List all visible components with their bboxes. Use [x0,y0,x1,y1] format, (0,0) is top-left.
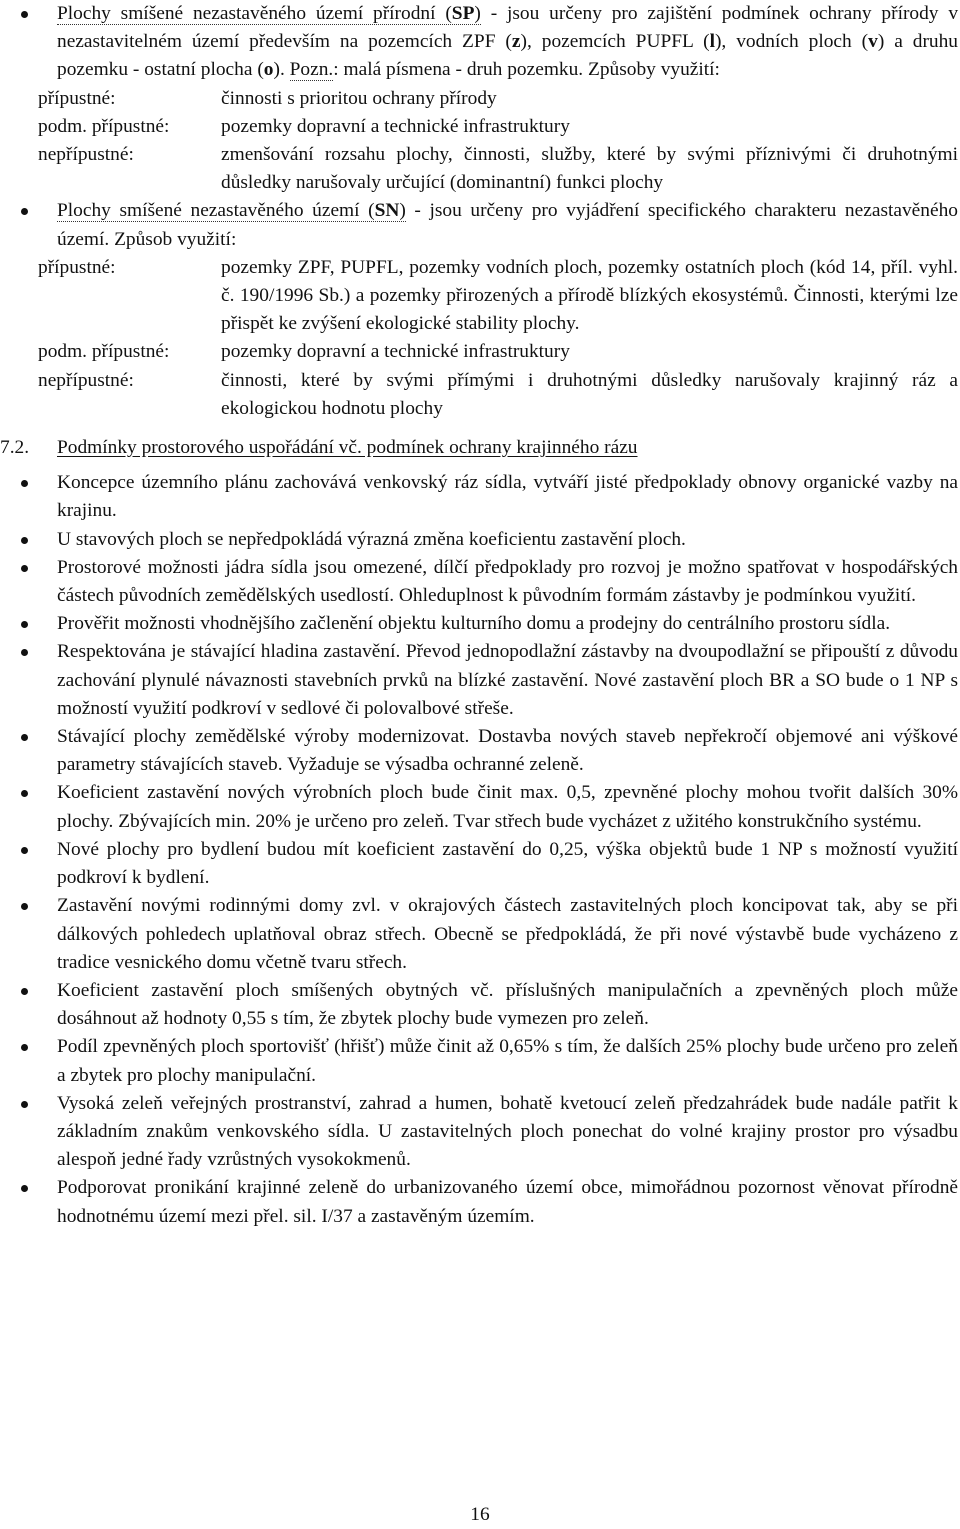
land-use-list [0,0,960,85]
list-item: U stavových ploch se nepředpokládá výrazná změna koeficientu zastavění ploch. [0,526,960,554]
usage-row: nepřípustné: činnosti, které by svými přímými i druhotnými důsledky narušovaly krajinný ráz a ekologickou hodnotu plochy [38,369,958,419]
list-item: Vysoká zeleň veřejných prostranství, zahrad a humen, bohatě kvetoucí zeleň předzahrádek bude nadále patřit k základním znakům venkovského sídla. U zastavitelných ploch ponechat do volné krajiny prostor pro výsadbu alespoň jedné řady vzrůstných vysokokmenů. [0,1090,960,1175]
section-heading [0,434,960,462]
list-item: Stávající plochy zemědělské výroby modernizovat. Dostavba nových staveb nepřekročí objemové ani výškové parametry stávajících staveb. Vyžaduje se výsadba ochranné zeleně. [0,723,960,779]
land-use-list-sn [0,197,960,253]
list-item: Koeficient zastavění ploch smíšených obytných vč. příslušných manipulačních a zpevněných ploch může dosáhnout až hodnoty 0,55 s tím, že zbytek plochy bude vymezen pro zeleň. [0,977,960,1033]
list-item: Koncepce územního plánu zachovává venkovský ráz sídla, vytváří jisté předpoklady obnovy organické vazby na krajinu. [0,469,960,525]
sn-usage-table [0,254,960,423]
list-item: Koeficient zastavění nových výrobních ploch bude činit max. 0,5, zpevněné plochy mohou tvořit dalších 30% plochy. Zbývajících min. 20% je určeno pro zeleň. Tvar střech bude vycházet z užitého konstrukčního systému. [0,779,960,835]
page-number: 16 [470,1504,490,1525]
list-item: Zastavění novými rodinnými domy zvl. v okrajových částech zastavitelných ploch koncipovat tak, aby se při dálkových pohledech uplatňoval obraz střech. Obecně se předpokládá, že při nové výstavbě bude vycházeno z tradice vesnického domu včetně tvaru střech. [0,892,960,977]
section-title: Podmínky prostorového uspořádání vč. podmínek ochrany krajinného rázu [57,437,638,459]
list-item: Nové plochy pro bydlení budou mít koeficient zastavění do 0,25, výška objektů bude 1 NP s možností využití podkroví k bydlení. [0,836,960,892]
list-item: Respektována je stávající hladina zastavění. Převod jednopodlažní zástavby na dvoupodlažní se připouští z důvodu zachování plynulé návaznosti stavebních prvků na blízké zastavění. Nové zastavění ploch BR a SO bude o 1 NP s možností využití podkroví v sedlové či polovalbové střeše. [0,638,960,723]
usage-row: podm. přípustné: pozemky dopravní a technické infrastruktury [38,341,570,363]
usage-row: nepřípustné: zmenšování rozsahu plochy, činnosti, služby, které by svými příznivými či druhotnými důsledky narušovaly určující (dominantní) funkci plochy [38,144,958,194]
list-item: Podporovat pronikání krajinné zeleně do urbanizovaného území obce, mimořádnou pozornost věnovat přírodně hodnotnému území mezi přel. sil. I/37 a zastavěným územím. [0,1174,960,1230]
sn-label-term: Plochy smíšené nezastavěného území (SN) [57,200,406,222]
list-item-sn: Plochy smíšené nezastavěného území (SN) - jsou určeny pro vyjádření specifického charakteru nezastavěného území. Způsob využití: [0,197,960,253]
sp-usage-table [0,85,960,198]
list-item-sp: Plochy smíšené nezastavěného území přírodní (SP) - jsou určeny pro zajištění podmínek ochrany přírody v nezastavitelném území především na pozemcích ZPF (z), pozemcích PUPFL (l), vodních ploch (v) a druhu pozemku - ostatní plocha (o). Pozn.: malá písmena - druh pozemku. Způsoby využití: [0,0,960,85]
usage-row: přípustné: pozemky ZPF, PUPFL, pozemky vodních ploch, pozemky ostatních ploch (kód 14, příl. vyhl. č. 190/1996 Sb.) a pozemky přirozených a přírodě blízkých ekosystémů. Činnosti, kterými lze přispět ke zvýšení ekologické stability plochy. [38,256,958,335]
list-item: Prověřit možnosti vhodnějšího začlenění objektu kulturního domu a prodejny do centrálního prostoru sídla. [0,610,960,638]
list-item: Prostorové možnosti jádra sídla jsou omezené, dílčí předpoklady pro rozvoj je možno spatřovat v hospodářských částech původních zemědělských usedlostí. Ohleduplnost k původním formám zástavby je podmínkou využití. [0,554,960,610]
sp-label-term: Plochy smíšené nezastavěného území přírodní (SP) [57,3,481,24]
list-item: Podíl zpevněných ploch sportovišť (hřišť) může činit až 0,65% s tím, že dalších 25% plochy bude určeno pro zeleň a zbytek pro plochy manipulační. [0,1033,960,1089]
conditions-list [0,469,960,1230]
usage-row: podm. přípustné: pozemky dopravní a technické infrastruktury [38,115,570,137]
section-number: 7.2. [0,437,30,459]
usage-row: přípustné: činnosti s prioritou ochrany přírody [38,87,497,109]
